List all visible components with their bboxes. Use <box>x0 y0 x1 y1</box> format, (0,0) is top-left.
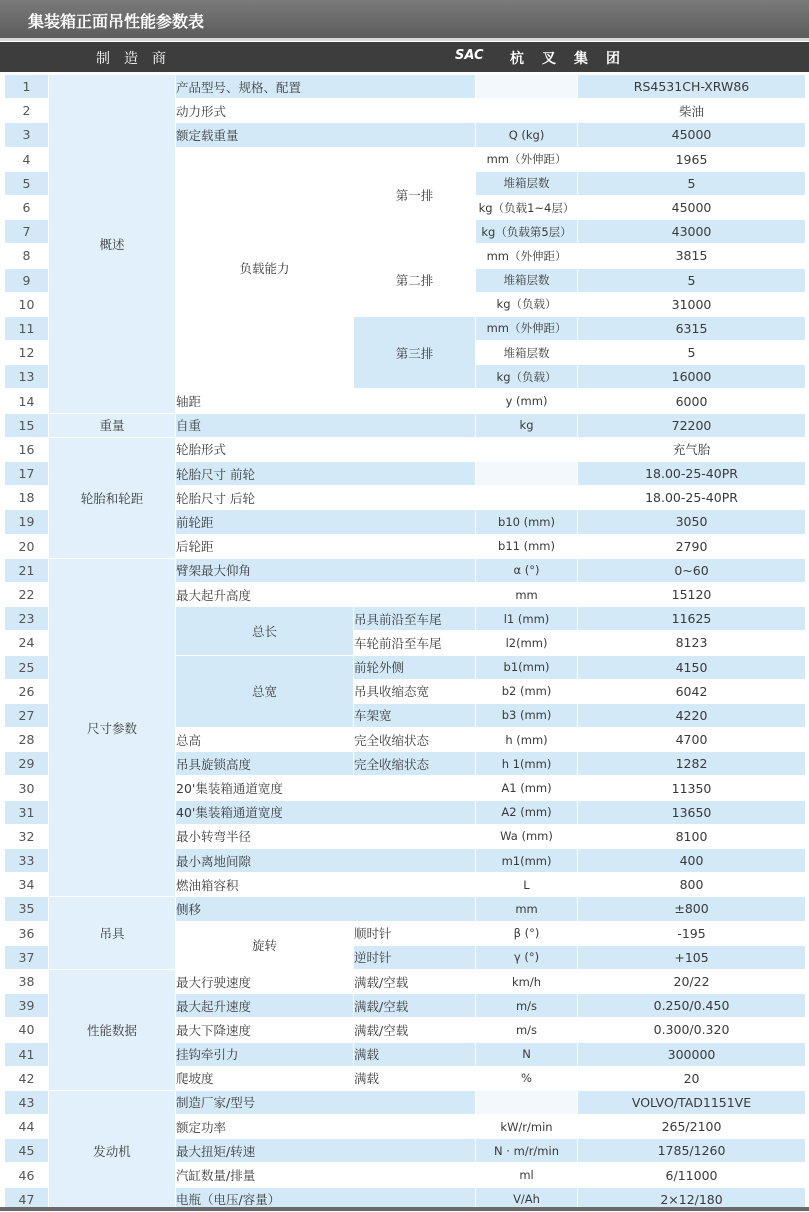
unit-cell: Q (kg) <box>476 123 578 147</box>
unit-cell <box>476 99 578 123</box>
row-number: 46 <box>5 1163 49 1187</box>
table-row <box>5 413 806 437</box>
value-cell: 31000 <box>578 292 806 316</box>
value-cell: 5 <box>578 171 806 195</box>
unit-cell: L <box>476 873 578 897</box>
unit-cell: kW/r/min <box>476 1115 578 1139</box>
value-cell: 20 <box>578 1066 806 1090</box>
unit-cell: kg（负载第5层） <box>476 220 578 244</box>
param-name: 制造厂家/型号 <box>176 1090 476 1114</box>
param-name: 最大扭矩/转速 <box>176 1139 476 1163</box>
value-cell: 1282 <box>578 752 806 776</box>
row-number: 7 <box>5 220 49 244</box>
table-row <box>5 75 806 99</box>
unit-cell: ml <box>476 1163 578 1187</box>
unit-cell: V/Ah <box>476 1187 578 1211</box>
value-cell: 4700 <box>578 728 806 752</box>
row-number: 30 <box>5 776 49 800</box>
unit-cell: b10 (mm) <box>476 510 578 534</box>
value-cell: 5 <box>578 341 806 365</box>
value-cell: 6315 <box>578 316 806 340</box>
unit-cell <box>476 462 578 486</box>
row-number: 10 <box>5 292 49 316</box>
unit-cell: 堆箱层数 <box>476 341 578 365</box>
row-number: 31 <box>5 800 49 824</box>
value-cell: 6/11000 <box>578 1163 806 1187</box>
sub-param: 逆时针 <box>354 945 476 969</box>
value-cell: 0.250/0.450 <box>578 994 806 1018</box>
unit-cell: b3 (mm) <box>476 703 578 727</box>
row-number: 11 <box>5 316 49 340</box>
row-number: 15 <box>5 413 49 437</box>
unit-cell: 堆箱层数 <box>476 268 578 292</box>
category-cell: 概述 <box>49 75 176 414</box>
row-number: 34 <box>5 873 49 897</box>
row-number: 14 <box>5 389 49 413</box>
unit-cell: A1 (mm) <box>476 776 578 800</box>
row-number: 4 <box>5 147 49 171</box>
param-name: 轴距 <box>176 389 476 413</box>
sub-param: 吊具收缩态宽 <box>354 679 476 703</box>
category-cell: 发动机 <box>49 1090 176 1211</box>
unit-cell: mm（外伸距） <box>476 244 578 268</box>
value-cell: 柴油 <box>578 99 806 123</box>
row-number: 33 <box>5 849 49 873</box>
row-number: 32 <box>5 824 49 848</box>
param-name: 燃油箱容积 <box>176 873 476 897</box>
param-name: 吊具旋锁高度 <box>176 752 354 776</box>
row-number: 22 <box>5 582 49 606</box>
row-number: 2 <box>5 99 49 123</box>
sub-param: 第二排 <box>354 244 476 317</box>
sub-param: 满载/空载 <box>354 1018 476 1042</box>
param-name: 最小离地间隙 <box>176 849 476 873</box>
param-name: 挂钩牵引力 <box>176 1042 354 1066</box>
param-name: 负载能力 <box>176 147 354 389</box>
row-number: 19 <box>5 510 49 534</box>
row-number: 21 <box>5 558 49 582</box>
value-cell: 20/22 <box>578 969 806 993</box>
row-number: 42 <box>5 1066 49 1090</box>
value-cell: 0~60 <box>578 558 806 582</box>
category-cell: 性能数据 <box>49 969 176 1090</box>
unit-cell <box>476 437 578 461</box>
sub-param: 满载/空载 <box>354 969 476 993</box>
param-name: 产品型号、规格、配置 <box>176 75 476 99</box>
row-number: 23 <box>5 607 49 631</box>
unit-cell: Wa (mm) <box>476 824 578 848</box>
unit-cell: mm <box>476 897 578 921</box>
row-number: 5 <box>5 171 49 195</box>
title-bar <box>0 0 809 41</box>
row-number: 6 <box>5 195 49 219</box>
value-cell: 2790 <box>578 534 806 558</box>
unit-cell <box>476 486 578 510</box>
value-cell: 15120 <box>578 582 806 606</box>
manufacturer-label: 制造商 <box>96 51 180 67</box>
unit-cell: m/s <box>476 1018 578 1042</box>
unit-cell: A2 (mm) <box>476 800 578 824</box>
row-number: 38 <box>5 969 49 993</box>
row-number: 41 <box>5 1042 49 1066</box>
value-cell: 8123 <box>578 631 806 655</box>
sub-param: 完全收缩状态 <box>354 728 476 752</box>
row-number: 8 <box>5 244 49 268</box>
param-name: 电瓶（电压/容量） <box>176 1187 476 1211</box>
param-name: 轮胎形式 <box>176 437 476 461</box>
unit-cell: m1(mm) <box>476 849 578 873</box>
value-cell: 5 <box>578 268 806 292</box>
unit-cell: h (mm) <box>476 728 578 752</box>
value-cell: +105 <box>578 945 806 969</box>
unit-cell: 堆箱层数 <box>476 171 578 195</box>
row-number: 12 <box>5 341 49 365</box>
value-cell: 11350 <box>578 776 806 800</box>
value-cell: 45000 <box>578 123 806 147</box>
value-cell: 3815 <box>578 244 806 268</box>
table-row <box>5 1090 806 1114</box>
value-cell: 300000 <box>578 1042 806 1066</box>
row-number: 1 <box>5 75 49 99</box>
row-number: 9 <box>5 268 49 292</box>
unit-cell: α (°) <box>476 558 578 582</box>
value-cell: 800 <box>578 873 806 897</box>
row-number: 35 <box>5 897 49 921</box>
param-name: 臂架最大仰角 <box>176 558 476 582</box>
category-cell: 轮胎和轮距 <box>49 437 176 558</box>
value-cell: 4150 <box>578 655 806 679</box>
unit-cell: γ (°) <box>476 945 578 969</box>
row-number: 47 <box>5 1187 49 1211</box>
category-cell: 尺寸参数 <box>49 558 176 897</box>
category-cell: 重量 <box>49 413 176 437</box>
table-row <box>5 897 806 921</box>
value-cell: 18.00-25-40PR <box>578 462 806 486</box>
unit-cell <box>476 75 578 99</box>
param-name: 最大行驶速度 <box>176 969 354 993</box>
param-name: 最大起升速度 <box>176 994 354 1018</box>
row-number: 13 <box>5 365 49 389</box>
param-name: 总长 <box>176 607 354 655</box>
manufacturer-bar <box>0 42 809 72</box>
unit-cell: m/s <box>476 994 578 1018</box>
unit-cell: mm（外伸距） <box>476 147 578 171</box>
param-name: 总宽 <box>176 655 354 728</box>
row-number: 24 <box>5 631 49 655</box>
row-number: 17 <box>5 462 49 486</box>
value-cell: 1785/1260 <box>578 1139 806 1163</box>
table-row <box>5 969 806 993</box>
row-number: 16 <box>5 437 49 461</box>
sub-param: 满载 <box>354 1042 476 1066</box>
value-cell: 400 <box>578 849 806 873</box>
param-name: 汽缸数量/排量 <box>176 1163 476 1187</box>
param-name: 动力形式 <box>176 99 476 123</box>
param-name: 40'集装箱通道宽度 <box>176 800 476 824</box>
value-cell: 11625 <box>578 607 806 631</box>
param-name: 最大下降速度 <box>176 1018 354 1042</box>
unit-cell: b2 (mm) <box>476 679 578 703</box>
row-number: 28 <box>5 728 49 752</box>
param-name: 轮胎尺寸 前轮 <box>176 462 476 486</box>
value-cell: 1965 <box>578 147 806 171</box>
value-cell: 6000 <box>578 389 806 413</box>
param-name: 前轮距 <box>176 510 476 534</box>
param-name: 额定功率 <box>176 1115 476 1139</box>
value-cell: 充气胎 <box>578 437 806 461</box>
param-name: 侧移 <box>176 897 476 921</box>
unit-cell: kg（负载） <box>476 292 578 316</box>
row-number: 25 <box>5 655 49 679</box>
table-row <box>5 558 806 582</box>
unit-cell: β (°) <box>476 921 578 945</box>
value-cell: 43000 <box>578 220 806 244</box>
table-row <box>5 437 806 461</box>
param-name: 最小转弯半径 <box>176 824 476 848</box>
row-number: 39 <box>5 994 49 1018</box>
unit-cell <box>476 1090 578 1114</box>
value-cell: 2×12/180 <box>578 1187 806 1211</box>
manufacturer-name: 杭叉集团 <box>510 51 638 67</box>
row-number: 27 <box>5 703 49 727</box>
value-cell: 6042 <box>578 679 806 703</box>
param-name: 最大起升高度 <box>176 582 476 606</box>
value-cell: 18.00-25-40PR <box>578 486 806 510</box>
company-logo: SAC <box>455 48 484 63</box>
sub-param: 第一排 <box>354 147 476 244</box>
sub-param: 完全收缩状态 <box>354 752 476 776</box>
sub-param: 满载 <box>354 1066 476 1090</box>
sub-param: 顺时针 <box>354 921 476 945</box>
row-number: 45 <box>5 1139 49 1163</box>
unit-cell: km/h <box>476 969 578 993</box>
param-name: 20'集装箱通道宽度 <box>176 776 476 800</box>
row-number: 29 <box>5 752 49 776</box>
unit-cell: mm（外伸距） <box>476 316 578 340</box>
sub-param: 前轮外侧 <box>354 655 476 679</box>
spec-table <box>4 74 806 1212</box>
param-name: 额定载重量 <box>176 123 476 147</box>
bottom-divider <box>0 1207 809 1211</box>
unit-cell: b1(mm) <box>476 655 578 679</box>
sub-param: 车轮前沿至车尾 <box>354 631 476 655</box>
unit-cell: kg（负载1~4层） <box>476 195 578 219</box>
sub-param: 车架宽 <box>354 703 476 727</box>
param-name: 总高 <box>176 728 354 752</box>
unit-cell: y (mm) <box>476 389 578 413</box>
value-cell: 16000 <box>578 365 806 389</box>
value-cell: 4220 <box>578 703 806 727</box>
row-number: 43 <box>5 1090 49 1114</box>
unit-cell: l1 (mm) <box>476 607 578 631</box>
unit-cell: kg <box>476 413 578 437</box>
value-cell: -195 <box>578 921 806 945</box>
row-number: 3 <box>5 123 49 147</box>
param-name: 自重 <box>176 413 476 437</box>
param-name: 旋转 <box>176 921 354 969</box>
row-number: 20 <box>5 534 49 558</box>
unit-cell: mm <box>476 582 578 606</box>
param-name: 爬坡度 <box>176 1066 354 1090</box>
unit-cell: l2(mm) <box>476 631 578 655</box>
unit-cell: % <box>476 1066 578 1090</box>
value-cell: 13650 <box>578 800 806 824</box>
param-name: 轮胎尺寸 后轮 <box>176 486 476 510</box>
sub-param: 第三排 <box>354 316 476 389</box>
value-cell: 265/2100 <box>578 1115 806 1139</box>
page-title: 集装箱正面吊性能参数表 <box>28 12 205 31</box>
sub-param: 吊具前沿至车尾 <box>354 607 476 631</box>
unit-cell: b11 (mm) <box>476 534 578 558</box>
value-cell: 8100 <box>578 824 806 848</box>
param-name: 后轮距 <box>176 534 476 558</box>
row-number: 37 <box>5 945 49 969</box>
row-number: 18 <box>5 486 49 510</box>
category-cell: 吊具 <box>49 897 176 970</box>
unit-cell: N · m/r/min <box>476 1139 578 1163</box>
value-cell: 3050 <box>578 510 806 534</box>
value-cell: 72200 <box>578 413 806 437</box>
value-cell: RS4531CH-XRW86 <box>578 75 806 99</box>
unit-cell: h 1(mm) <box>476 752 578 776</box>
unit-cell: kg（负载） <box>476 365 578 389</box>
row-number: 40 <box>5 1018 49 1042</box>
value-cell: 0.300/0.320 <box>578 1018 806 1042</box>
row-number: 36 <box>5 921 49 945</box>
row-number: 44 <box>5 1115 49 1139</box>
row-number: 26 <box>5 679 49 703</box>
sub-param: 满载/空载 <box>354 994 476 1018</box>
value-cell: ±800 <box>578 897 806 921</box>
unit-cell: N <box>476 1042 578 1066</box>
value-cell: VOLVO/TAD1151VE <box>578 1090 806 1114</box>
value-cell: 45000 <box>578 195 806 219</box>
